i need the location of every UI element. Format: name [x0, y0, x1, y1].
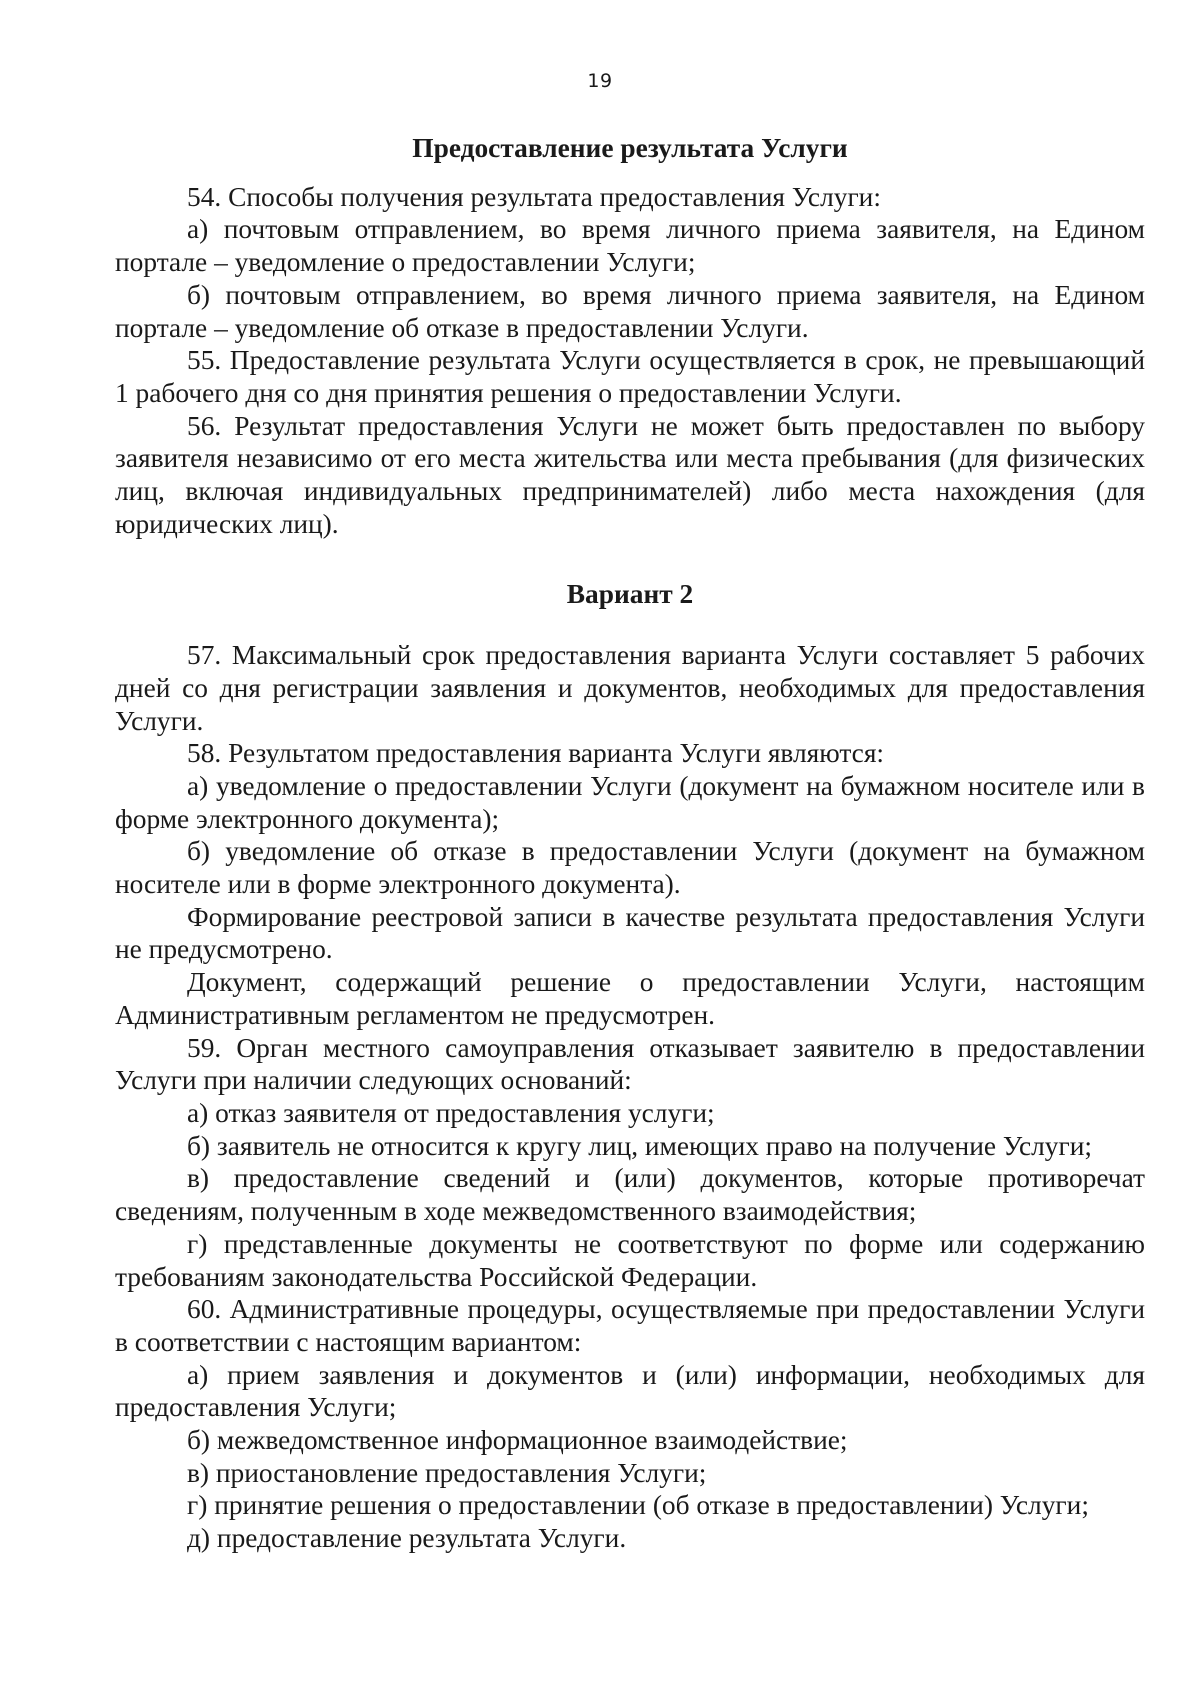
- paragraph-60d: г) принятие решения о предоставлении (об отказе в предоставлении) Услуги;: [187, 1490, 1089, 1521]
- paragraph-60b: б) межведомственное информационное взаимодействие;: [187, 1425, 848, 1456]
- paragraph-registry-note: Формирование реестровой записи в качестве результата предоставления Услуги не предусмотрено.: [115, 901, 1145, 965]
- paragraph-58b: б) уведомление об отказе в предоставлении Услуги (документ на бумажном носителе или в форме электронного документа).: [115, 836, 1145, 900]
- paragraph-58: 58. Результатом предоставления варианта Услуги являются:: [187, 738, 885, 769]
- section-paragraphs: [115, 181, 1145, 541]
- paragraph-60a: а) прием заявления и документов и (или) информации, необходимых для предоставления Услуги;: [115, 1359, 1145, 1423]
- variant-title: Вариант 2: [566, 579, 694, 610]
- paragraph-60c: в) приостановление предоставления Услуги;: [187, 1457, 707, 1488]
- paragraph-59a: а) отказ заявителя от предоставления услуги;: [187, 1097, 715, 1128]
- paragraph-58a: а) уведомление о предоставлении Услуги (документ на бумажном носителе или в форме электронного документа);: [115, 770, 1145, 834]
- page-number: 19: [587, 70, 613, 92]
- paragraph-56: 56. Результат предоставления Услуги не может быть предоставлен по выбору заявителя независимо от его места жительства или места пребывания (для физических лиц, включая индивидуальных предпринимателей) либо места нахождения (для юридических лиц).: [115, 410, 1145, 539]
- paragraph-60e: д) предоставление результата Услуги.: [187, 1523, 627, 1554]
- paragraph-60: 60. Административные процедуры, осуществляемые при предоставлении Услуги в соответствии с настоящим вариантом:: [115, 1294, 1145, 1357]
- paragraph-decision-note: Документ, содержащий решение о предоставлении Услуги, настоящим Административным регламентом не предусмотрен.: [115, 967, 1145, 1030]
- paragraph-59d: г) представленные документы не соответствуют по форме или содержанию требованиям законодательства Российской Федерации.: [115, 1228, 1145, 1292]
- variant-paragraphs: [115, 639, 1145, 1555]
- paragraph-59b: б) заявитель не относится к кругу лиц, имеющих право на получение Услуги;: [187, 1130, 1092, 1161]
- paragraph-55: 55. Предоставление результата Услуги осуществляется в срок, не превышающий 1 рабочего дня со дня принятия решения о предоставлении Услуги.: [115, 345, 1145, 408]
- paragraph-57: 57. Максимальный срок предоставления варианта Услуги составляет 5 рабочих дней со дня регистрации заявления и документов, необходимых для предоставления Услуги.: [115, 640, 1145, 736]
- paragraph-54: 54. Способы получения результата предоставления Услуги:: [187, 181, 881, 212]
- paragraph-54b: б) почтовым отправлением, во время личного приема заявителя, на Едином портале – уведомление об отказе в предоставлении Услуги.: [115, 279, 1145, 343]
- paragraph-59c: в) предоставление сведений и (или) документов, которые противоречат сведениям, полученным в ходе межведомственного взаимодействия;: [115, 1163, 1145, 1227]
- section-title: Предоставление результата Услуги: [412, 133, 848, 163]
- document-body: [115, 132, 1145, 1555]
- paragraph-54a: а) почтовым отправлением, во время личного приема заявителя, на Едином портале – уведомление о предоставлении Услуги;: [115, 214, 1145, 278]
- paragraph-59: 59. Орган местного самоуправления отказывает заявителю в предоставлении Услуги при наличии следующих оснований:: [115, 1032, 1145, 1096]
